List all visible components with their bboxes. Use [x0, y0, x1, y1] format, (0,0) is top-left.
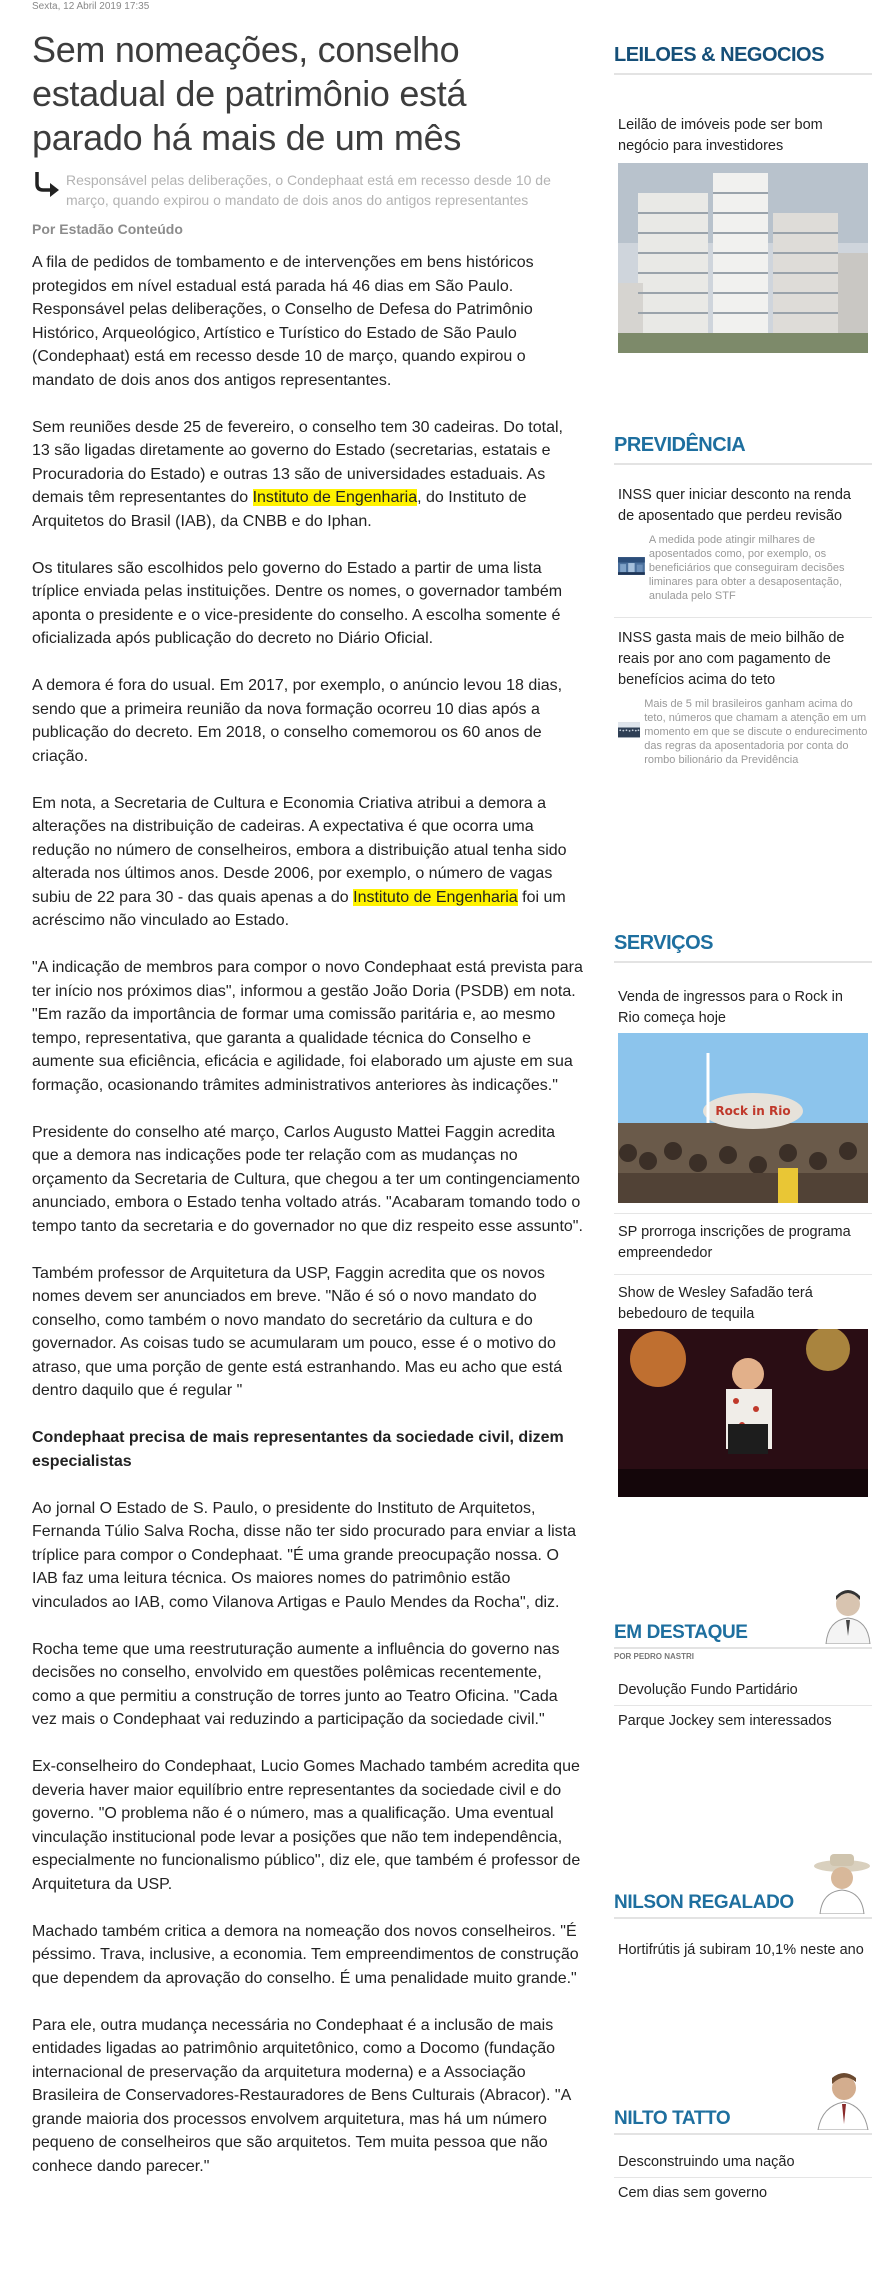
column-em-destaque [614, 1584, 872, 1736]
paragraph: Os titulares são escolhidos pelo governo do Estado a partir de uma lista tríplice enviada pelas instituições. Dentre os nomes, o governador também aponta o presidente e o vice-presidente do conselho. A escolha somente é oficializada após publicação do decreto no Diário Oficial. [32, 559, 563, 647]
column-header [614, 1584, 872, 1649]
servicos-title[interactable]: SERVIÇOS [614, 932, 872, 963]
divider [614, 617, 872, 618]
column-link[interactable]: Cem dias sem governo [618, 2185, 768, 2201]
column-header [614, 2068, 872, 2135]
article-subtitle-row [32, 170, 584, 210]
previdencia-item-title[interactable]: INSS gasta mais de meio bilhão de reais por ano com pagamento de benefícios acima do teto [618, 630, 845, 688]
servicos-item-title[interactable]: Show de Wesley Safadão terá bebedouro de tequila [618, 1285, 813, 1322]
section-heading: Condephaat precisa de mais representantes da sociedade civil, dizem especialistas [32, 1429, 564, 1470]
previdencia-thumb-image[interactable] [618, 697, 640, 763]
column-nilto-tatto [614, 2068, 872, 2208]
column-header [614, 1852, 872, 1919]
article-title: Sem nomeações, conselho estadual de patrimônio está parado há mais de um mês [32, 29, 467, 158]
paragraph: Também professor de Arquitetura da USP, Faggin acredita que os novos nomes devem ser anunciados em breve. "Não é só o novo mandato do conselho, como também o novo mandato do secretário da cultura e do governador. As coisas tudo se acumularam um pouco, esse é o motivo do atraso, que uma porção de gente está estranhando. Mas eu acho que está dentro daquilo que é regular " [32, 1264, 563, 1399]
paragraph: Ex-conselheiro do Condephaat, Lucio Gomes Machado também acredita que deveria haver maior equilíbrio entre representantes da sociedade civil e do governo. "O problema não é o número, mas a qualificação. Uma eventual vinculação institucional pode levar a posições que não tem independência, especialmente no funcionalismo público", diz ele, que também é professor de Arquitetura da USP. [32, 1758, 581, 1893]
article-date: Sexta, 12 Abril 2019 17:35 [32, 1, 150, 12]
highlighted-term: Instituto de Engenharia [252, 489, 418, 506]
column-link[interactable]: Hortifrútis já subiram 10,1% neste ano [618, 1942, 864, 1958]
highlighted-term: Instituto de Engenharia [353, 888, 518, 906]
leiloes-item-title[interactable]: Leilão de imóveis pode ser bom negócio para investidores [618, 117, 823, 154]
wesley-safadao-image[interactable] [618, 1329, 868, 1497]
paragraph: Presidente do conselho até março, Carlos Augusto Mattei Faggin acredita que a demora nas indicações pode ter relação com as mudanças no orçamento da Secretaria de Cultura, que chegou a ter um contingenciamento anunciado, embora o Estado tenha voltado atrás. "Acabaram tomando todo o tempo tanto da secretaria e do governador no que diz respeito esse assunto". [32, 1123, 583, 1235]
paragraph: Ao jornal O Estado de S. Paulo, o presidente do Instituto de Arquitetos, Fernanda Túlio Salva Rocha, disse não ter sido procurado para enviar a lista tríplice para compor o Condephaat. "É uma grande preocupação nossa. O IAB faz uma leitura técnica. Os maiores nomes do patrimônio estão vinculados ao IAB, como Vilanova Artigas e Paulo Mendes da Rocha", diz. [32, 1499, 577, 1611]
paragraph: A fila de pedidos de tombamento e de intervenções em bens históricos protegidos em nível estadual está parada há 46 dias em São Paulo. Responsável pelas deliberações, o Conselho de Defesa do Patrimônio Histórico, Arqueológico, Artístico e Turístico do Estado de São Paulo (Condephaat) está em recesso desde 10 de março, quando expirou o mandato de dois anos dos antigos representantes. [32, 254, 534, 389]
servicos-section [614, 932, 872, 1497]
previdencia-item-desc: A medida pode atingir milhares de aposentados como, por exemplo, os beneficiários que conseguiram decisões liminares para obter a desaposentação, anulada pelo STF [648, 534, 845, 602]
column-nilson-regalado [614, 1852, 872, 1968]
previdencia-item [614, 533, 872, 603]
article-body [32, 251, 584, 2178]
column-link[interactable]: Desconstruindo uma nação [618, 2154, 795, 2170]
paragraph: Machado também critica a demora na nomeação dos novos conselheiros. "É péssimo. Trava, inclusive, a economia. Tem empreendimentos de construção que dependem da aprovação do conselho. É uma penalidade muito grande." [32, 1922, 579, 1987]
paragraph: Para ele, outra mudança necessária no Condephaat é a inclusão de mais entidades ligadas ao patrimônio arquitetônico, como a Docomo (fundação internacional de preservação da arquitetura moderna) e a Associação Brasileira de Conservadores-Restauradores de Bens Culturais (Abracor). "A grande maioria dos processos envolvem arquitetura, mas há um número pequeno de conselheiros que são arquitetos. Tem muita pessoa que não conhece dando parecer." [32, 2016, 571, 2175]
columnist-avatar [812, 2068, 872, 2130]
servicos-item-title[interactable]: Venda de ingressos para o Rock in Rio começa hoje [618, 989, 843, 1026]
curved-arrow-icon [32, 168, 64, 200]
article [32, 28, 584, 2202]
article-byline: Por Estadão Conteúdo [32, 221, 183, 237]
rock-in-rio-image[interactable] [618, 1033, 868, 1203]
previdencia-thumb-image[interactable] [618, 533, 645, 599]
leiloes-image[interactable] [618, 163, 868, 353]
columnist-avatar [820, 1584, 872, 1644]
paragraph: Sem reuniões desde 25 de fevereiro, o conselho tem 30 cadeiras. Do total, 13 são ligadas diretamente ao governo do Estado (secretarias, estatais e Procuradoria do Estado) e outras 13 são de universidades estaduais. As demais têm representantes do Instituto de Engenharia, do Instituto de Arquitetos do Brasil (IAB), da CNBB e do Iphan. [32, 418, 563, 530]
previdencia-item-title[interactable]: INSS quer iniciar desconto na renda de aposentado que perdeu revisão [618, 487, 851, 524]
paragraph: A demora é fora do usual. Em 2017, por exemplo, o anúncio levou 18 dias, sendo que a primeira reunião da nova formação ocorreu 10 dias após a publicação do decreto. Em 2018, o conselho comemorou os 60 anos de criação. [32, 677, 563, 765]
columnist-avatar [812, 1852, 872, 1914]
paragraph: Rocha teme que uma reestruturação aumente a influência do governo nas decisões no conselho, envolvido em questões polêmicas recentemente, como a que permitiu a construção de torres junto ao Teatro Oficina. "Cada vez mais o Condephaat vai reduzindo a participação da sociedade civil." [32, 1640, 560, 1728]
previdencia-item [614, 697, 872, 767]
divider [614, 1274, 872, 1275]
paragraph: Em nota, a Secretaria de Cultura e Economia Criativa atribui a demora a alterações na distribuição de cadeiras. A expectativa é que ocorra uma redução no número de conselheiros, embora a distribuição atual tenha sido alterada nos últimos anos. Desde 2006, por exemplo, o número de vagas subiu de 22 para 30 - das quais apenas a do Instituto de Engenharia foi um acréscimo não vinculado ao Estado. [32, 794, 567, 929]
previdencia-item-desc: Mais de 5 mil brasileiros ganham acima do teto, números que chamam a atenção em um momento em que se discute o endurecimento das regras da aposentadoria por conta do rombo bilionário da Previdência [644, 698, 868, 766]
column-link[interactable]: Devolução Fundo Partidário [618, 1682, 798, 1698]
svg-text:Rock in Rio: Rock in Rio [715, 1104, 791, 1118]
column-name[interactable]: NILTO TATTO [614, 2108, 731, 2129]
paragraph: "A indicação de membros para compor o novo Condephaat está prevista para ter início nos próximos dias", informou a gestão João Doria (PSDB) em nota. "Em razão da importância de formar uma comissão paritária e, ao mesmo tempo, representativa, que garanta a qualidade técnica do Conselho e aumente sua eficiência, eficácia e agilidade, foi elaborado um ajuste em sua formação, ocasionando trâmites administrativos anteriores às indicações." [32, 959, 583, 1094]
leiloes-section [614, 44, 872, 353]
column-link[interactable]: Parque Jockey sem interessados [618, 1713, 832, 1729]
column-name[interactable]: EM DESTAQUE [614, 1622, 748, 1643]
column-author: POR PEDRO NASTRI [614, 1652, 695, 1661]
divider [614, 1213, 872, 1214]
servicos-item-title[interactable]: SP prorroga inscrições de programa empreendedor [618, 1224, 851, 1261]
leiloes-title[interactable]: LEILOES & NEGOCIOS [614, 44, 872, 75]
column-name[interactable]: NILSON REGALADO [614, 1892, 794, 1913]
article-subtitle: Responsável pelas deliberações, o Condephaat está em recesso desde 10 de março, quando expirou o mandato de dois anos do antigos representantes [66, 172, 551, 208]
previdencia-section [614, 434, 872, 767]
previdencia-title[interactable]: PREVIDÊNCIA [614, 434, 872, 465]
